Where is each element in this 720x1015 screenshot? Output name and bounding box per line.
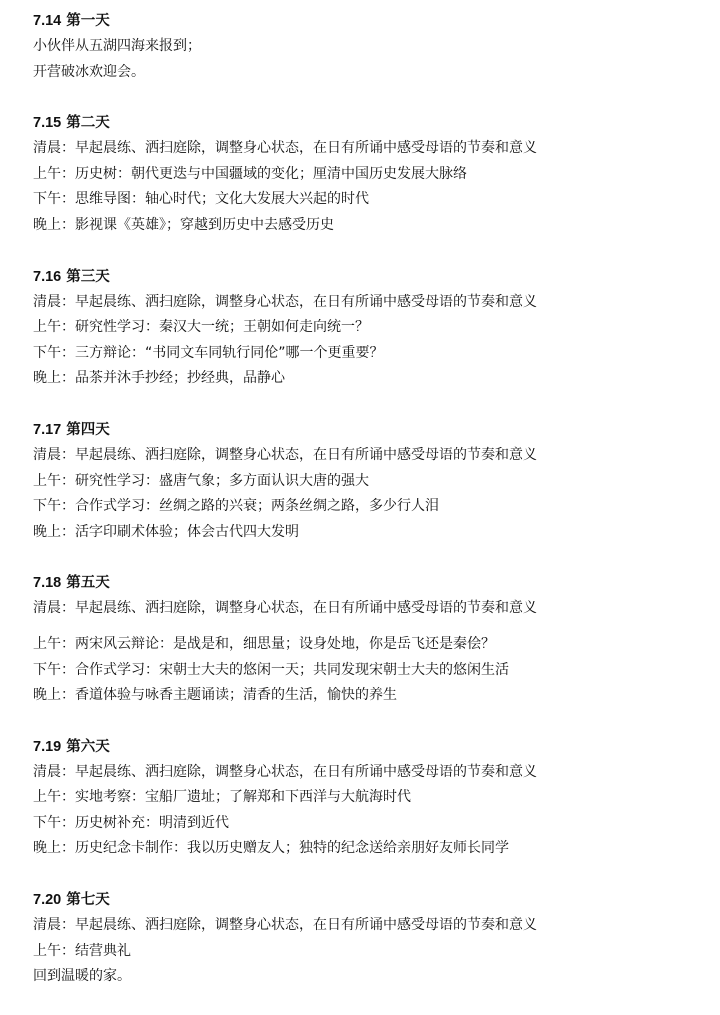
day-section — [33, 265, 703, 392]
section-gap — [33, 709, 703, 735]
schedule-line: 上午：历史树：朝代更迭与中国疆域的变化；厘清中国历史发展大脉络 — [33, 165, 467, 182]
schedule-line: 晚上：活字印刷术体验；体会古代四大发明 — [33, 523, 299, 540]
day-section — [33, 418, 703, 545]
schedule-line: 上午：研究性学习：秦汉大一统；王朝如何走向统一？ — [33, 319, 369, 336]
section-gap — [33, 545, 703, 571]
day-heading — [33, 888, 703, 913]
section-gap — [33, 85, 703, 111]
section-gap — [33, 239, 703, 265]
schedule-line: 清晨：早起晨练、洒扫庭除，调整身心状态，在日有所诵中感受母语的节奏和意义 — [33, 600, 537, 617]
day-heading — [33, 571, 703, 596]
schedule-line: 下午：历史树补充：明清到近代 — [33, 814, 229, 831]
schedule-line: 清晨：早起晨练、洒扫庭除，调整身心状态，在日有所诵中感受母语的节奏和意义 — [33, 763, 537, 780]
schedule-line: 开营破冰欢迎会。 — [33, 63, 145, 80]
day-label: 第七天 — [66, 892, 110, 909]
schedule-line: 上午：研究性学习：盛唐气象；多方面认识大唐的强大 — [33, 472, 369, 489]
day-date: 7.14 — [33, 13, 62, 29]
day-date: 7.16 — [33, 268, 62, 285]
day-label: 第三天 — [66, 268, 110, 285]
schedule-line: 清晨：早起晨练、洒扫庭除，调整身心状态，在日有所诵中感受母语的节奏和意义 — [33, 446, 537, 463]
schedule-line: 上午：结营典礼 — [33, 942, 131, 959]
schedule-line: 晚上：历史纪念卡制作：我以历史赠友人；独特的纪念送给亲朋好友师长同学 — [33, 840, 509, 857]
line-gap — [33, 622, 703, 632]
day-date: 7.20 — [33, 892, 62, 909]
day-date: 7.18 — [33, 575, 62, 592]
schedule-line: 下午：合作式学习：丝绸之路的兴衰；两条丝绸之路，多少行人泪 — [33, 498, 439, 515]
day-label: 第六天 — [66, 738, 110, 755]
section-gap — [33, 392, 703, 418]
day-label: 第五天 — [66, 575, 110, 592]
day-heading — [33, 9, 703, 34]
schedule-line: 下午：思维导图：轴心时代；文化大发展大兴起的时代 — [33, 191, 369, 208]
day-section — [33, 571, 703, 708]
day-section — [33, 735, 703, 862]
day-date: 7.17 — [33, 421, 62, 438]
schedule-line: 上午：两宋风云辩论：是战是和，细思量；设身处地，你是岳飞还是秦侩？ — [33, 635, 495, 652]
schedule-line: 清晨：早起晨练、洒扫庭除，调整身心状态，在日有所诵中感受母语的节奏和意义 — [33, 293, 537, 310]
schedule-line: 晚上：品茶并沐手抄经；抄经典，品静心 — [33, 370, 285, 387]
day-heading — [33, 265, 703, 290]
schedule-line: 晚上：香道体验与咏香主题诵读；清香的生活，愉快的养生 — [33, 687, 397, 704]
schedule-line: 小伙伴从五湖四海来报到； — [33, 38, 201, 54]
day-label: 第一天 — [66, 13, 110, 29]
day-heading — [33, 111, 703, 136]
schedule-line: 下午：三方辩论：“书同文车同轨行同伦”哪一个更重要？ — [33, 344, 384, 361]
day-heading — [33, 418, 703, 443]
day-label: 第二天 — [66, 115, 110, 132]
day-heading — [33, 735, 703, 760]
schedule-line: 下午：合作式学习：宋朝士大夫的悠闲一天；共同发现宋朝士大夫的悠闲生活 — [33, 661, 509, 678]
day-section — [33, 888, 703, 990]
section-gap — [33, 862, 703, 888]
schedule-line: 晚上：影视课《英雄》；穿越到历史中去感受历史 — [33, 216, 334, 233]
schedule-line: 清晨：早起晨练、洒扫庭除，调整身心状态，在日有所诵中感受母语的节奏和意义 — [33, 917, 537, 934]
day-section — [33, 9, 703, 85]
schedule-line: 回到温暖的家。 — [33, 968, 131, 985]
schedule-line: 清晨：早起晨练、洒扫庭除，调整身心状态，在日有所诵中感受母语的节奏和意义 — [33, 140, 537, 157]
day-section — [33, 111, 703, 238]
day-date: 7.19 — [33, 738, 62, 755]
schedule-line: 上午：实地考察：宝船厂遗址；了解郑和下西洋与大航海时代 — [33, 789, 411, 806]
schedule-document — [33, 9, 703, 990]
day-label: 第四天 — [66, 421, 110, 438]
day-date: 7.15 — [33, 115, 62, 132]
